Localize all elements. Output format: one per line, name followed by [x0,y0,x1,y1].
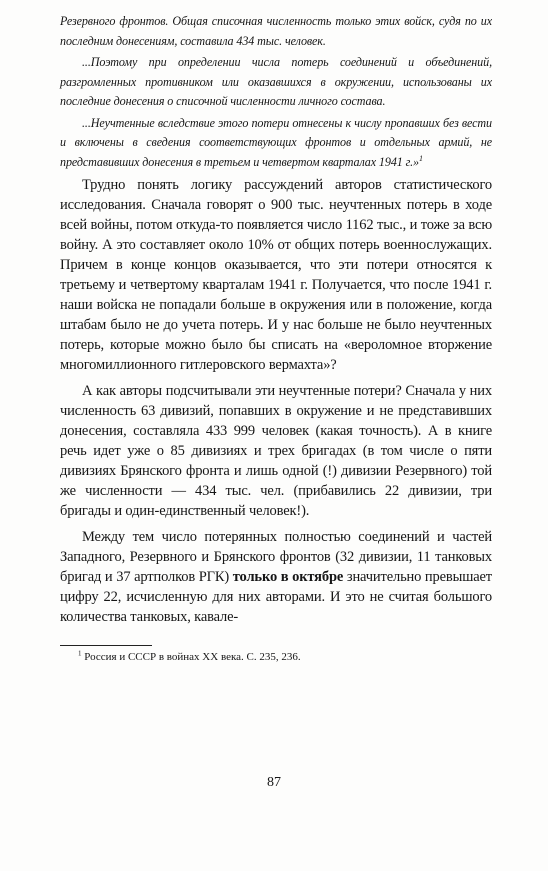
body-paragraph-3-end: значительно превышает цифру 22, исчисленную для них авторами. И это не считая большого количества танковых, кавале- [60,569,492,625]
body-paragraph-3-start: Между тем число потерянных полностью соединений и частей Западного, Резервного и Брянского фронтов (32 дивизии, 11 танковых бригад и 37 артполков РГК) [60,529,492,585]
footnote-marker: 1 [78,649,82,658]
page-number: 87 [267,775,281,790]
italic-quotation [60,12,492,172]
footnote-divider [60,645,152,646]
quote-paragraph-3 [60,114,492,173]
footnote [78,650,492,664]
body-text [60,175,492,627]
footnote-reference: 1 [418,153,423,163]
bold-emphasis: только в октябре [232,569,344,585]
footnote-text: Россия и СССР в войнах XX века. С. 235, 236. [84,651,301,663]
quote-paragraph-1: Резервного фронтов. Общая списочная численность только этих войск, судя по их последним донесениям, составила 434 тыс. человек. [60,14,492,48]
body-paragraph-1: Трудно понять логику рассуждений авторов статистического исследования. Сначала говорят о 900 тыс. неучтенных потерь в ходе всей войны, потом откуда-то появляется число 1162 тыс., и тоже за всю войну. А это составляет около 10% от общих потерь военнослужащих. Причем в конце концов оказывается, что эти потери относятся к третьему и четвертому кварталам 1941 г. Получается, что после 1941 г. наши войска не попадали больше в окружения или в положение, когда штабам было не до учета потерь. И у нас больше не было неучтенных потерь, которые можно было бы списать на «вероломное вторжение многомиллионного гитлеровского вермахта»? [60,177,492,373]
quote-paragraph-2: ...Поэтому при определении числа потерь соединений и объединений, разгромленных противником или оказавшихся в окружении, использованы их последние донесения о списочной численности личного состава. [60,55,492,108]
page-content [60,12,492,664]
body-paragraph-3 [60,527,492,627]
body-paragraph-2: А как авторы подсчитывали эти неучтенные потери? Сначала у них численность 63 дивизий, попавших в окружение и не представивших донесения, составляла 433 999 человек (какая точность). А в книге речь идет уже о 85 дивизиях и трех бригадах (в том числе о пяти дивизиях Брянского фронта и лишь одной (!) дивизии Резервного) той же численности — 434 тыс. чел. (прибавились 22 дивизии, три бригады и один-единственный человек!). [60,383,492,519]
quote-paragraph-3-text: ...Неучтенные вследствие этого потери отнесены к числу пропавших без вести и включены в сведения соответствующих фронтов и отдельных армий, не представивших донесения в третьем и четвертом кварталах 1941 г.» [60,115,492,169]
